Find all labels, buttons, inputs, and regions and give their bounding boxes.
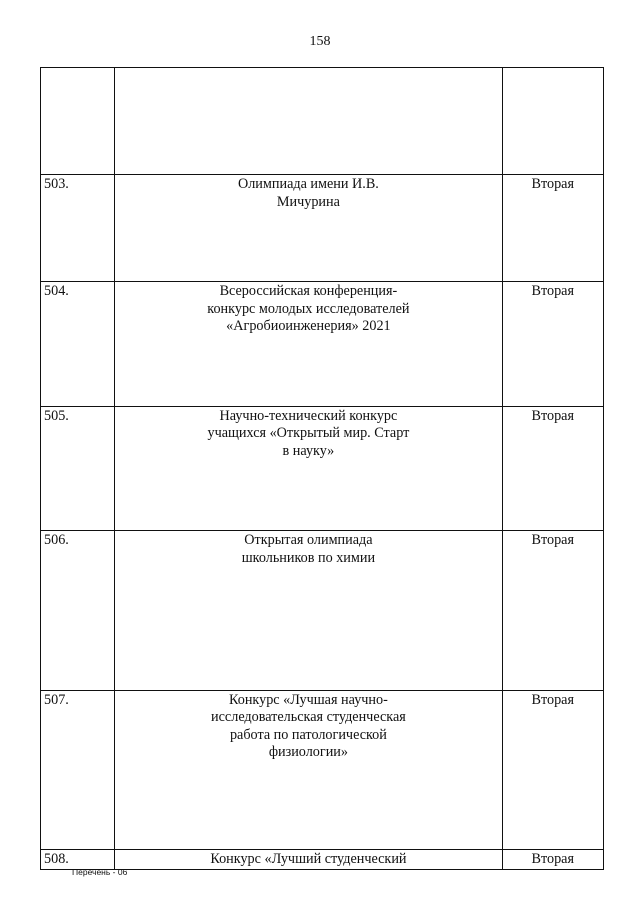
level-cell: Вторая <box>502 282 603 407</box>
row-number-cell: 504. <box>41 282 115 407</box>
row-number-cell: 508. <box>41 850 115 870</box>
row-number-cell: 507. <box>41 690 115 850</box>
level-cell: Вторая <box>502 850 603 870</box>
event-name-cell <box>115 850 502 870</box>
level-cell: Вторая <box>502 406 603 531</box>
event-name-line: учащихся «Открытый мир. Старт <box>207 425 410 441</box>
event-name-cell <box>115 690 502 850</box>
table-row <box>41 175 604 282</box>
level-cell: Вторая <box>502 690 603 850</box>
footer-label: Перечень - 06 <box>72 867 128 877</box>
table-body <box>41 68 604 870</box>
event-name-line: Всероссийская конференция- <box>219 283 398 299</box>
event-name-line: работа по патологической <box>229 726 387 743</box>
event-name-cell <box>115 68 502 175</box>
event-name-line: Олимпиада имени И.В. <box>237 176 379 192</box>
row-number-cell <box>41 68 115 175</box>
event-name-line: Конкурс «Лучшая научно- <box>228 691 388 708</box>
event-name-cell <box>115 531 502 691</box>
row-number-cell: 503. <box>41 175 115 282</box>
event-name-line: Конкурс «Лучший студенческий <box>210 851 407 867</box>
level-cell: Вторая <box>502 531 603 691</box>
page-number: 158 <box>309 34 331 49</box>
table-row <box>41 690 604 850</box>
event-name-line: Научно-технический конкурс <box>219 407 398 424</box>
event-name-cell <box>115 406 502 531</box>
table-row <box>41 531 604 691</box>
event-name-line: Мичурина <box>276 193 340 210</box>
event-name-line: «Агробиоинженерия» 2021 <box>226 318 391 334</box>
row-number-cell: 505. <box>41 406 115 531</box>
event-name-cell <box>115 175 502 282</box>
table-row <box>41 406 604 531</box>
table-row <box>41 68 604 175</box>
row-number-cell: 506. <box>41 531 115 691</box>
event-name-line: Открытая олимпиада <box>244 532 373 548</box>
event-name-line: в науку» <box>282 442 335 459</box>
level-cell: Вторая <box>502 175 603 282</box>
table-row <box>41 282 604 407</box>
event-name-line: исследовательская студенческая <box>211 709 406 725</box>
event-name-line: физиологии» <box>268 744 348 760</box>
olympiad-registry-table <box>40 67 604 870</box>
level-cell <box>502 68 603 175</box>
event-name-line: конкурс молодых исследователей <box>207 300 410 317</box>
event-name-line: школьников по химии <box>241 549 376 566</box>
event-name-cell <box>115 282 502 407</box>
